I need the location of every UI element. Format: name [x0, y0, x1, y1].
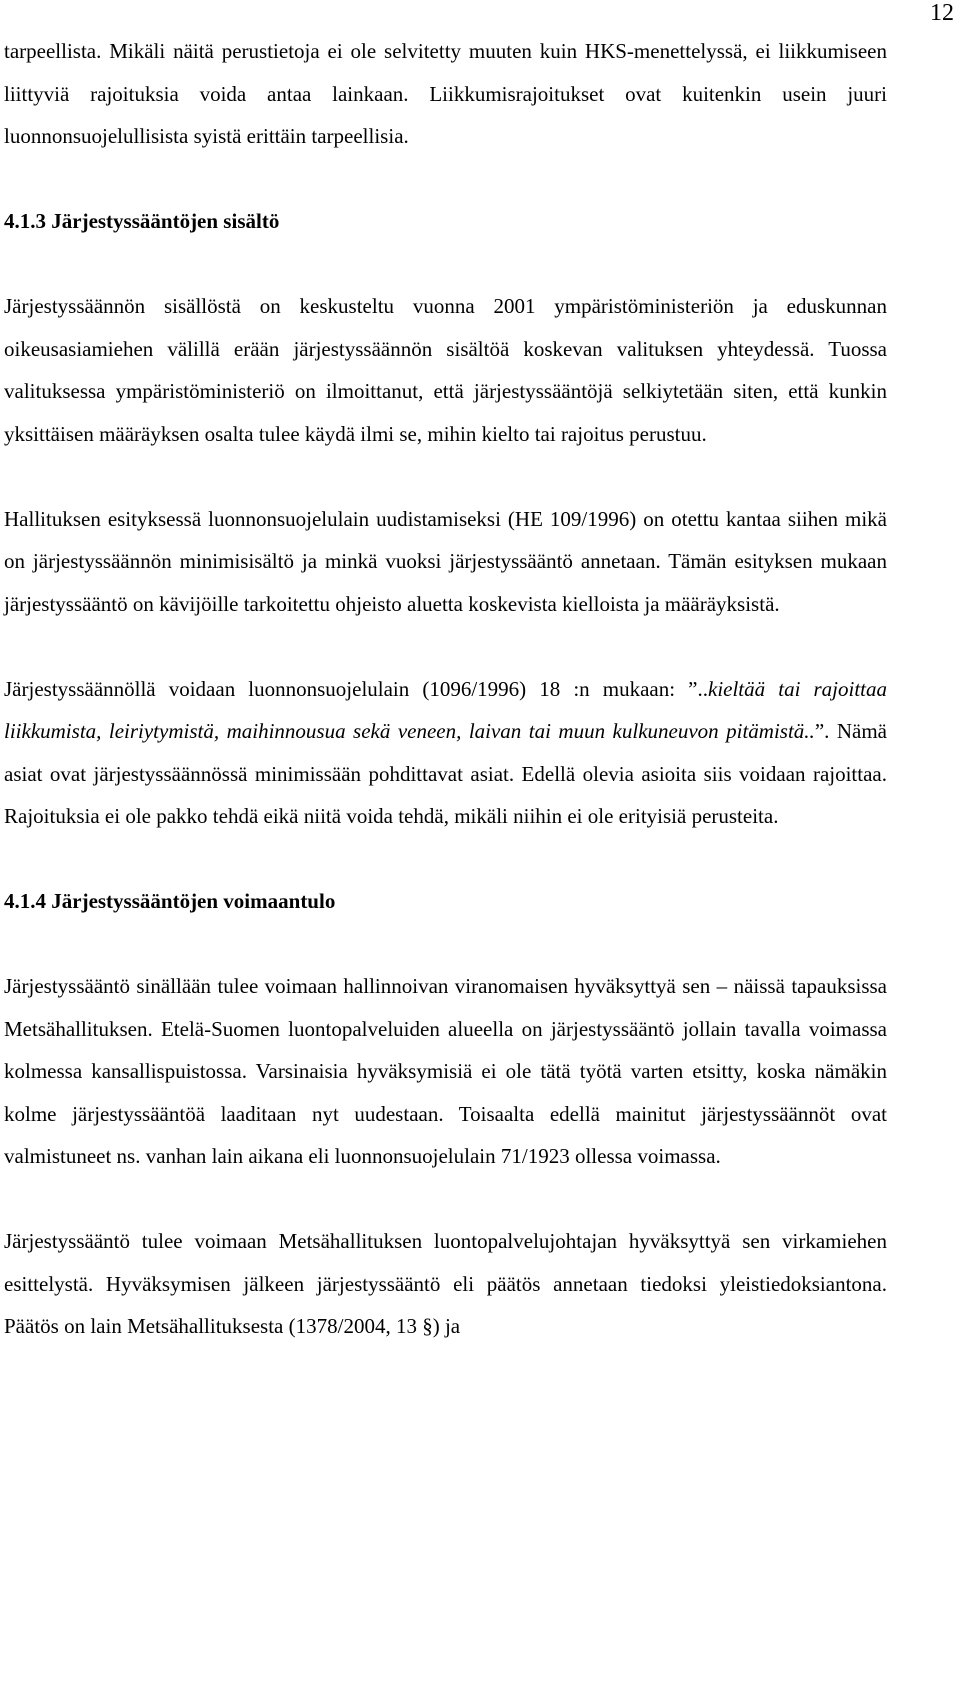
- section-heading-4-1-4: 4.1.4 Järjestyssääntöjen voimaantulo: [4, 889, 336, 913]
- paragraph-text: Hallituksen esityksessä luonnonsuojelulain uudistamiseksi (HE 109/1996) on otettu kantaa siihen mikä on järjestyssäännön minimisisältö ja minkä vuoksi järjestyssääntö annetaan. Tämän esityksen mukaan järjestyssääntö on kävijöille tarkoitettu ohjeisto aluetta koskevista kielloista ja määräyksistä.: [4, 506, 887, 616]
- spacer: [4, 625, 887, 668]
- paragraph-entry-into-force: Järjestyssääntö sinällään tulee voimaan hallinnoivan viranomaisen hyväksyttyä sen – näissä tapauksissa Metsähallituksen. Etelä-Suomen luontopalveluiden alueella on järjestyssääntö jollain tavalla voimassa kolmessa kansallispuistossa. Varsinaisia hyväksymisiä ei ole tätä työtä varten etsitty, koska nämäkin kolme järjestyssääntöä laaditaan nyt uudestaan. Toisaalta edellä mainitut järjestyssäännöt ovat valmistuneet ns. vanhan lain aikana eli luonnonsuojelulain 71/1923 ollessa voimassa.: [4, 974, 887, 1168]
- spacer: [4, 158, 887, 201]
- quote-follow-up: ”. Nämä asiat ovat järjestyssäännössä minimissään pohdittavat asiat. Edellä olevia asioita siis voidaan rajoittaa. Rajoituksia ei ole pakko tehdä eikä niitä voida tehdä, mikäli niihin ei ole erityisiä perusteita.: [4, 719, 887, 828]
- page-number: 12: [930, 0, 954, 26]
- paragraph-content-discussion: Järjestyssäännön sisällöstä on keskusteltu vuonna 2001 ympäristöministeriön ja eduskunnan oikeusasiamiehen välillä erään järjestyssäännön sisältöä koskevan valituksen yhteydessä. Tuossa valituksessa ympäristöministeriö on ilmoittanut, että järjestyssääntöjä selkiytetään siten, että kunkin yksittäisen määräyksen osalta tulee käydä ilmi se, mihin kielto tai rajoitus perustuu.: [4, 294, 887, 446]
- quote-lead-in: Järjestyssäännöllä voidaan luonnonsuojelulain (1096/1996) 18 :n mukaan: ”..: [4, 676, 708, 701]
- paragraph-law-quote: [4, 668, 887, 838]
- paragraph-intro: tarpeellista. Mikäli näitä perustietoja ei ole selvitetty muuten kuin HKS-menettelyssä, ei liikkumiseen liittyviä rajoituksia voida antaa lainkaan. Liikkumisrajoitukset ovat kuitenkin usein juuri luonnonsuojelullisista syistä erittäin tarpeellisia.: [4, 39, 887, 148]
- paragraph-government-proposal: [4, 498, 887, 626]
- spacer: [4, 1178, 887, 1221]
- section-heading-4-1-3: 4.1.3 Järjestyssääntöjen sisältö: [4, 209, 280, 233]
- spacer: [4, 923, 887, 966]
- quote-italic-text: kieltää tai rajoittaa liikkumista, leiriytymistä, maihinnousua sekä veneen, laivan tai muun kulkuneuvon pitämistä..: [4, 676, 888, 743]
- spacer: [4, 838, 887, 881]
- spacer: [4, 243, 887, 286]
- document-body: [4, 30, 887, 1348]
- paragraph-approval-process: Järjestyssääntö tulee voimaan Metsähallituksen luontopalvelujohtajan hyväksyttyä sen virkamiehen esittelystä. Hyväksymisen jälkeen järjestyssääntö eli päätös annetaan tiedoksi yleistiedoksiantona. Päätös on lain Metsähallituksesta (1378/2004, 13 §) ja: [4, 1229, 887, 1338]
- spacer: [4, 455, 887, 498]
